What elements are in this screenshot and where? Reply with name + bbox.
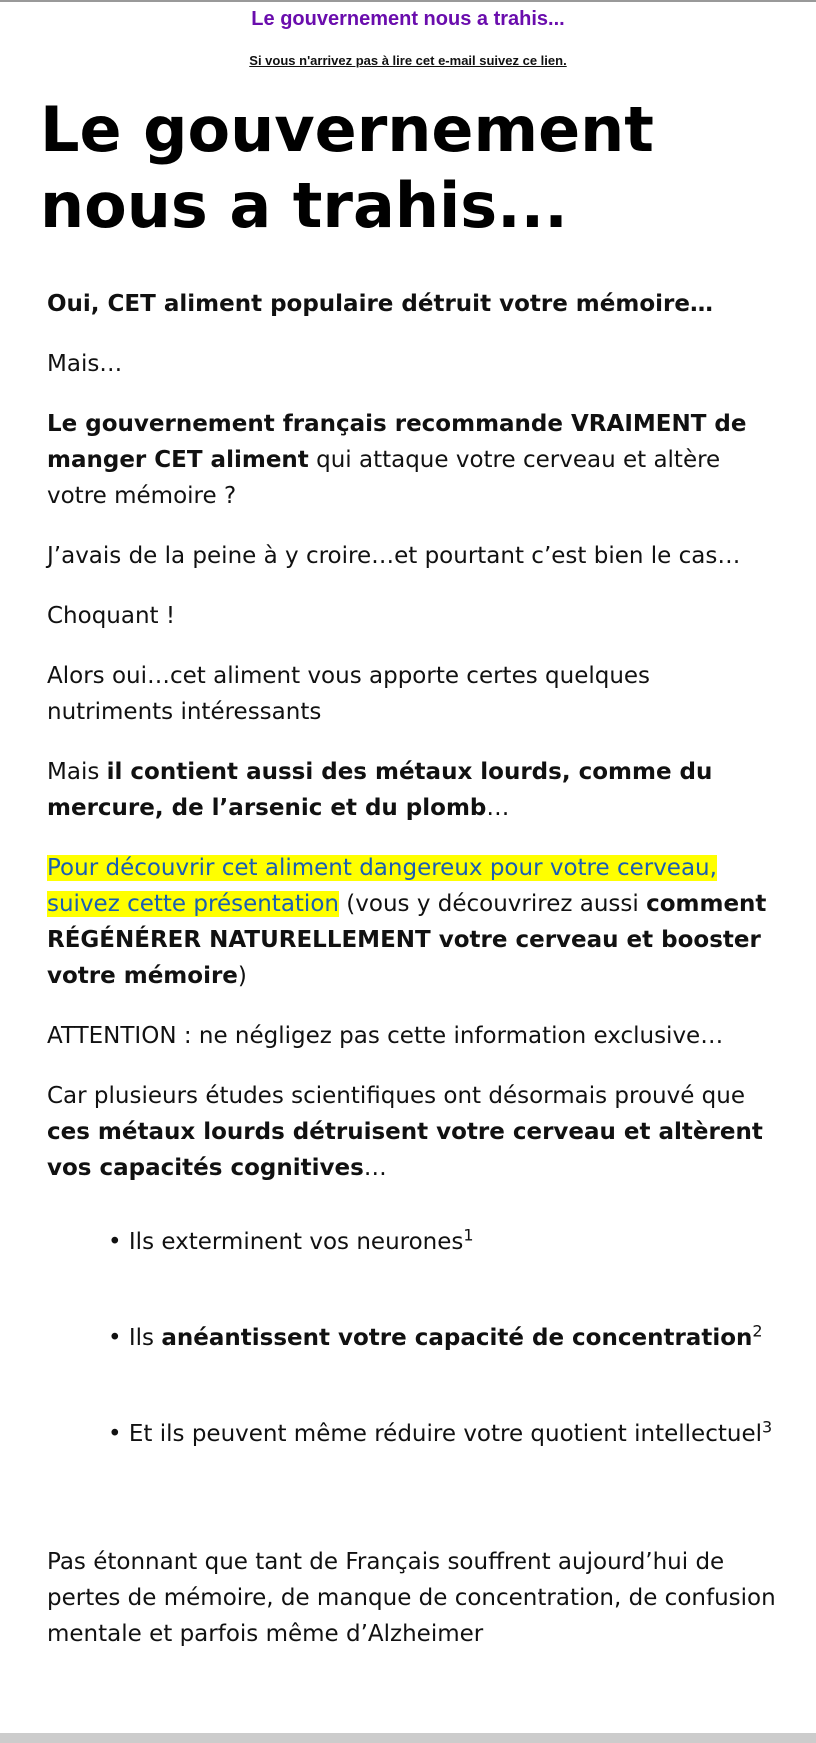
text: ) <box>237 963 247 989</box>
paragraph <box>47 1078 782 1186</box>
bold-text: Oui, CET aliment populaire détruit votre mémoire… <box>47 291 713 317</box>
text: • Ils <box>108 1325 162 1351</box>
footnote-ref: 2 <box>752 1321 763 1341</box>
inline-link[interactable]: qui attaque votre cerveau et altère votre mémoire <box>47 447 721 509</box>
footnote-ref: 3 <box>762 1417 773 1437</box>
inline-link[interactable]: réduire votre quotient intellectuel <box>374 1421 762 1447</box>
text: … <box>363 1155 387 1181</box>
presentation-link[interactable]: Pour découvrir cet aliment dangereux pour votre cerveau, suivez cette présentation <box>47 855 717 917</box>
email-title: Le gouvernement nous a trahis... <box>251 8 565 30</box>
text: (vous y découvrirez aussi <box>338 891 647 917</box>
headline: Le gouvernement nous a trahis... <box>40 93 654 242</box>
text: ? <box>216 483 237 509</box>
bold-text: ces métaux lourds détruisent votre cerveau et altèrent vos capacités cognitives <box>47 1119 763 1181</box>
text: … <box>486 795 510 821</box>
paragraph <box>47 850 782 994</box>
paragraph: Alors oui…cet aliment vous apporte certes quelques nutriments intéressants <box>47 663 651 725</box>
bullet-list <box>108 1224 782 1452</box>
paragraph <box>47 754 782 826</box>
paragraph <box>47 286 782 322</box>
bold-link[interactable]: votre cerveau et booster votre mémoire <box>47 927 761 989</box>
paragraph <box>47 406 782 514</box>
horizontal-scrollbar[interactable] <box>0 1733 816 1743</box>
text: Car plusieurs études scientifiques ont désormais prouvé que <box>47 1083 746 1109</box>
view-in-browser-link[interactable]: Si vous n'arrivez pas à lire cet e-mail suivez ce lien. <box>249 53 567 68</box>
text: • <box>108 1229 129 1255</box>
list-item <box>108 1320 782 1356</box>
email-body <box>47 286 782 1676</box>
bold-text: anéantissent votre capacité de concentration <box>161 1325 753 1351</box>
bold-text: Le gouvernement français recommande VRAIMENT de manger CET aliment <box>47 411 747 473</box>
paragraph: J’avais de la peine à y croire…et pourtant c’est bien le cas… <box>47 543 741 569</box>
paragraph: Pas étonnant que tant de Français souffrent aujourd’hui de pertes de mémoire, de manque de concentration, de confusion mentale et parfois même d’Alzheimer <box>47 1549 776 1647</box>
inline-link[interactable]: Ils exterminent vos neurones <box>128 1229 464 1255</box>
footnote-ref: 1 <box>463 1225 474 1245</box>
text: • Et ils peuvent même <box>108 1421 375 1447</box>
paragraph: Choquant ! <box>47 603 176 629</box>
paragraph: Mais… <box>47 351 123 377</box>
bold-text: comment RÉGÉNÉRER NATURELLEMENT <box>47 891 767 953</box>
text: Mais <box>47 759 107 785</box>
paragraph: ATTENTION : ne négligez pas cette information exclusive… <box>47 1023 724 1049</box>
list-item <box>108 1224 782 1260</box>
bold-text: il contient aussi des métaux lourds, comme du mercure, de l’arsenic et du plomb <box>47 759 713 821</box>
list-item <box>108 1416 782 1452</box>
